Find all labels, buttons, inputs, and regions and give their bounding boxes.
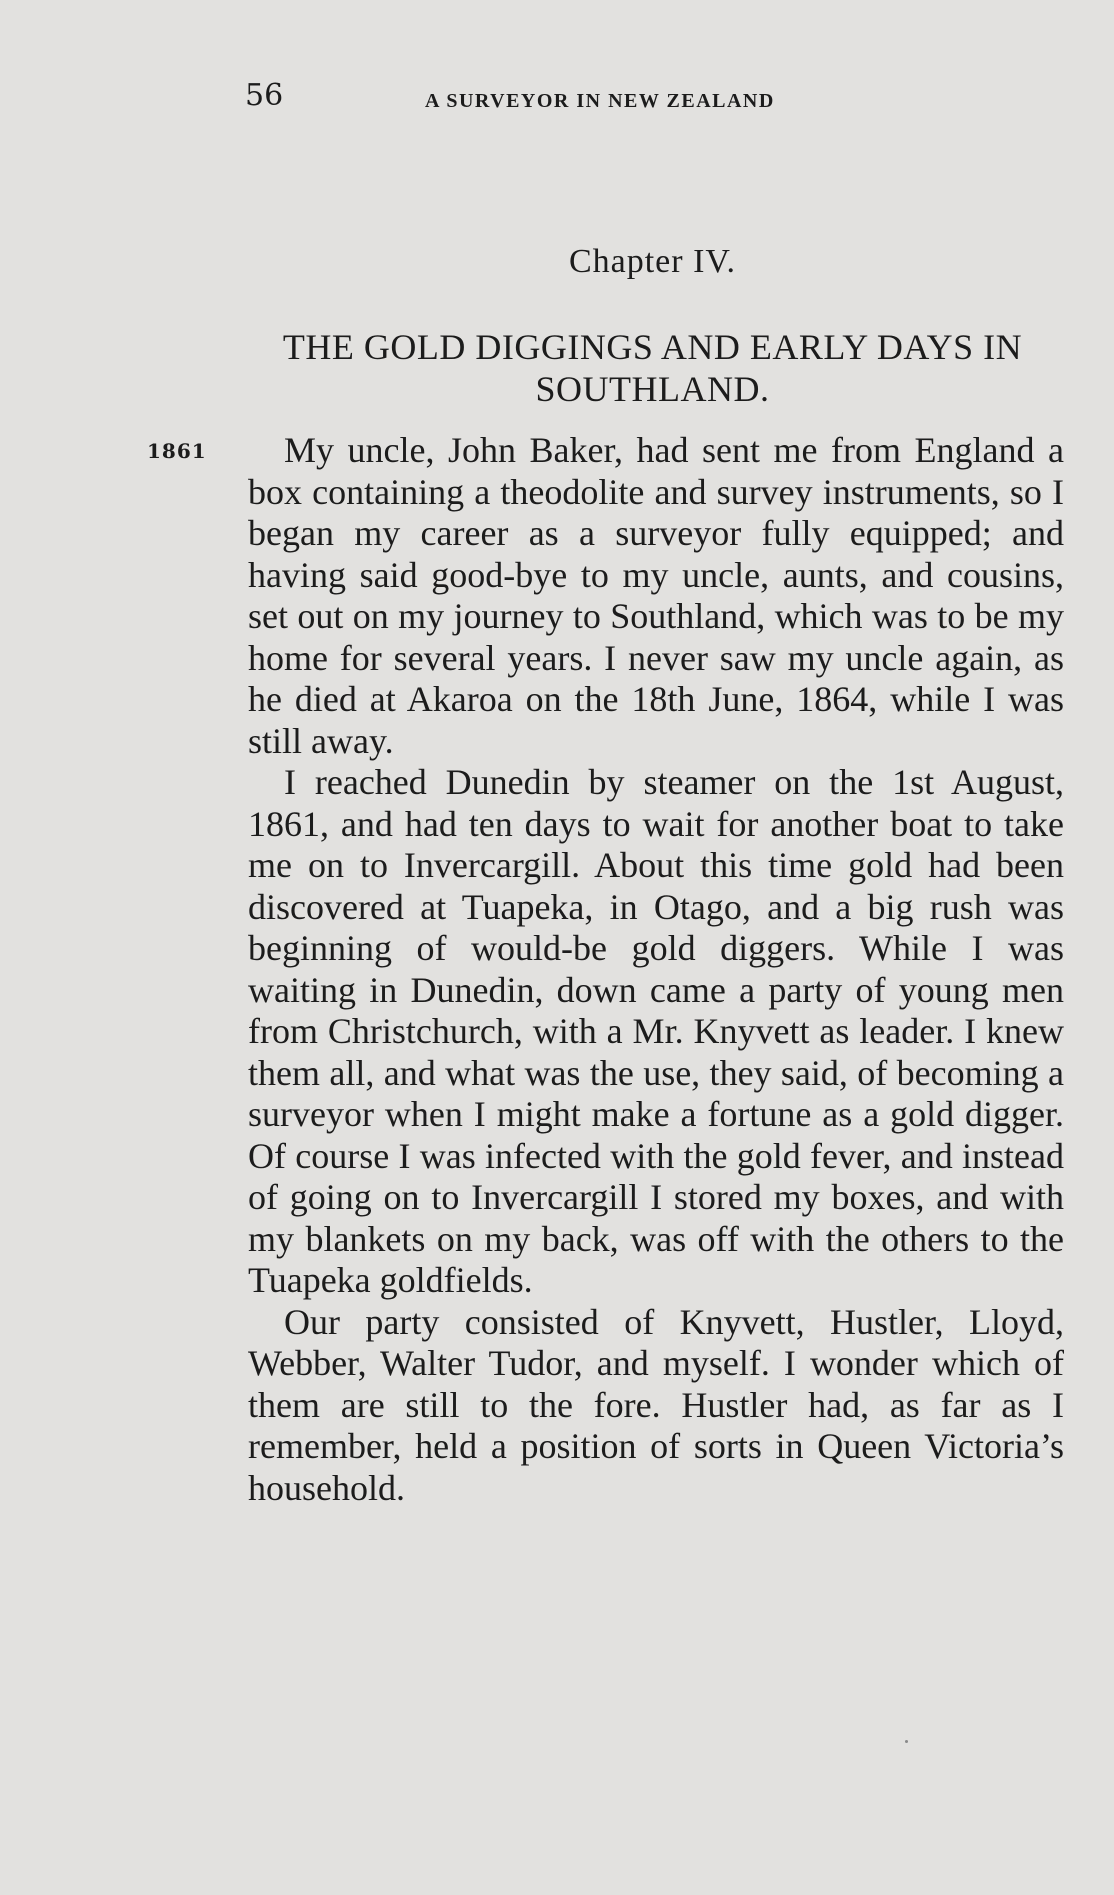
paragraph: I reached Dunedin by steamer on the 1st August, 1861, and had ten days to wait for another boat to take me on to Invercargill. About this time gold had been discovered at Tuapeka, in Otago, and a big rush was beginning of would-be gold diggers. While I was waiting in Dunedin, down came a party of young men from Christchurch, with a Mr. Knyvett as leader. I knew them all, and what was the use, they said, of becoming a surveyor when I might make a fortune as a gold digger. Of course I was infected with the gold fever, and instead of going on to Invercargill I stored my boxes, and with my blankets on my back, was off with the others to the Tuapeka goldfields. bbox=[248, 762, 1064, 1300]
running-title: A SURVEYOR IN NEW ZEALAND bbox=[425, 90, 775, 112]
paragraph: Our party consisted of Knyvett, Hustler, Lloyd, Webber, Walter Tudor, and myself. I wonder which of them are still to the fore. Hustler had, as far as I remember, held a position of sorts in Queen Victoria’s household. bbox=[248, 1301, 1064, 1508]
margin-year-note: 1861 bbox=[147, 439, 207, 463]
chapter-title: THE GOLD DIGGINGS AND EARLY DAYS IN SOUTHLAND. bbox=[282, 327, 1023, 409]
paper-speck bbox=[905, 1740, 908, 1743]
body-text bbox=[248, 430, 1064, 1509]
running-head bbox=[245, 78, 1065, 118]
page-number: 56 bbox=[245, 78, 284, 113]
chapter-label: Chapter IV. bbox=[568, 243, 737, 280]
paragraph: My uncle, John Baker, had sent me from England a box containing a theodolite and survey instruments, so I began my career as a surveyor fully equipped; and having said good-bye to my uncle, aunts, and cousins, set out on my journey to Southland, which was to be my home for several years. I never saw my uncle again, as he died at Akaroa on the 18th June, 1864, while I was still away. bbox=[248, 430, 1064, 761]
